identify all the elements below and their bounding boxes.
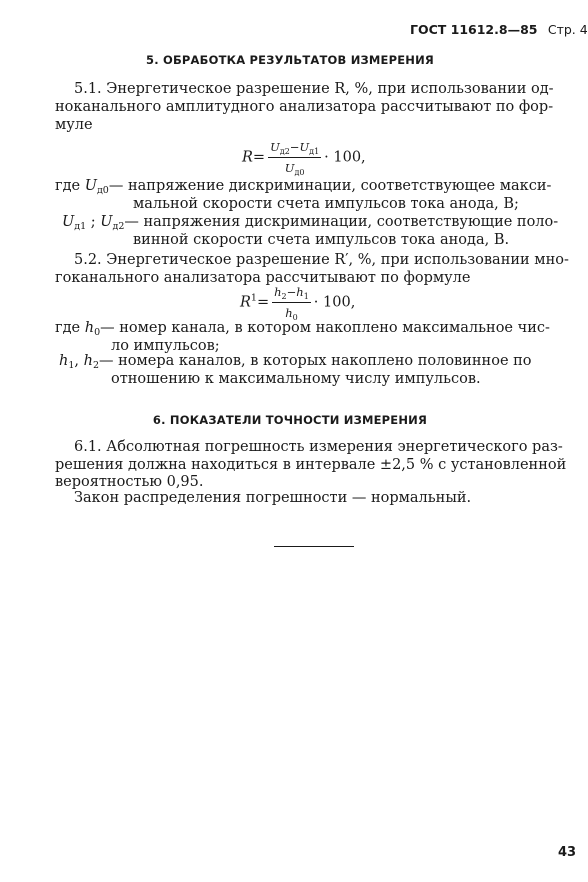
page-number: 43: [558, 845, 577, 860]
formula-r-prime: $R^1=$ $\frac{h_2-h_1}{h_0}$ · 100,: [240, 285, 356, 322]
para-5-1-line-3: муле: [55, 117, 93, 133]
end-rule: [274, 546, 354, 547]
para-6-1-line-2: решения должна находиться в интервале ±2,5 % с установленной: [55, 457, 567, 473]
formula-r-prime-denominator: $h_0$: [285, 306, 298, 322]
para-6-2: Закон распределения погрешности — нормальный.: [74, 490, 472, 506]
definition-ud0: где $U_{д0}—$ напряжение дискриминации, соответствующее макси-: [55, 178, 552, 196]
formula-r-numerator: $U_{д2}-U_{д1}$: [270, 140, 320, 156]
formula-r-prime-fraction: [272, 283, 311, 322]
running-header: [410, 22, 588, 37]
definition-h0: где $h_0—$ номер канала, в котором накоплено максимальное чис-: [55, 320, 550, 338]
section-6-title: 6. ПОКАЗАТЕЛИ ТОЧНОСТИ ИЗМЕРЕНИЯ: [152, 413, 428, 427]
symbol-ud0: U: [84, 178, 97, 194]
definition-h0-line-2: ло импульсов;: [111, 338, 220, 354]
para-5-1-line-2: ноканального амплитудного анализатора рассчитывают по фор-: [55, 99, 554, 115]
formula-r-tail: · 100,: [324, 149, 366, 166]
formula-r-prime-lhs: R: [240, 294, 251, 311]
standard-number: ГОСТ 11612.8—85: [410, 22, 538, 37]
page-label: Стр. 4: [547, 22, 588, 37]
para-6-1-line-1: 6.1. Абсолютная погрешность измерения энергетического раз-: [74, 439, 563, 455]
definition-h1-h2: $h_1$, $h_2—$ номера каналов, в которых накоплено половинное по: [59, 353, 532, 371]
definition-ud1-ud2: $U_{д1}$ ; $U_{д2}—$ напряжения дискриминации, соответствующие поло-: [62, 214, 559, 232]
formula-r-prime-numerator: $h_2-h_1$: [274, 285, 309, 301]
formula-r-lhs: R: [242, 149, 253, 166]
para-5-2-line-2: гоканального анализатора рассчитывают по формуле: [55, 270, 471, 286]
para-5-2-line-1: 5.2. Энергетическое разрешение R′, %, при использовании мно-: [74, 252, 569, 268]
definition-ud1-ud2-line-2: винной скорости счета импульсов тока анода, В.: [133, 232, 510, 248]
formula-r-eq: =: [252, 149, 266, 166]
definition-h1-h2-line-2: отношению к максимальному числу импульсов.: [111, 371, 481, 387]
formula-r: [242, 138, 366, 177]
para-5-1-line-1: 5.1. Энергетическое разрешение R, %, при использовании од-: [74, 81, 554, 97]
formula-r-denominator: $U_{д0}$: [284, 161, 305, 177]
section-5-title: 5. ОБРАБОТКА РЕЗУЛЬТАТОВ ИЗМЕРЕНИЯ: [146, 53, 434, 67]
formula-r-fraction: [268, 138, 321, 177]
para-6-1-line-3: вероятностью 0,95.: [55, 474, 204, 490]
definition-ud0-line-2: мальной скорости счета импульсов тока анода, В;: [133, 196, 519, 212]
